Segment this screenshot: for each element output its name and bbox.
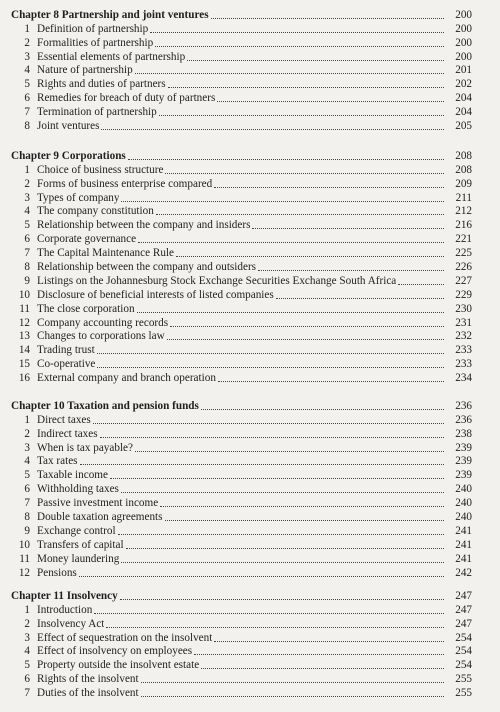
entry-number: 8: [24, 120, 30, 133]
dot-leader: [101, 127, 444, 130]
toc-entry: [0, 36, 500, 50]
dot-leader: [176, 254, 444, 257]
toc-entry: [0, 316, 500, 330]
entry-number: 7: [24, 106, 30, 119]
toc-entry: [0, 288, 500, 302]
entry-number: 6: [24, 233, 30, 246]
entry-number: 2: [24, 36, 30, 49]
entry-title: Property outside the insolvent estate: [37, 659, 200, 672]
dot-leader: [155, 44, 444, 47]
toc-entry: [0, 617, 500, 631]
chapter-title: Chapter 10 Taxation and pension funds: [11, 399, 199, 412]
entry-number: 12: [18, 316, 30, 329]
entry-title: Double taxation agreements: [37, 511, 163, 524]
toc-entry: [0, 441, 500, 455]
toc-entry: [0, 603, 500, 617]
entry-page: 226: [455, 261, 472, 274]
dot-leader: [170, 324, 444, 327]
toc-entry: [0, 371, 500, 385]
entry-number: 9: [24, 524, 30, 537]
toc-entry: [0, 119, 500, 133]
dot-leader: [94, 611, 444, 614]
entry-title: Effect of insolvency on employees: [37, 645, 193, 658]
entry-number: 11: [19, 302, 30, 315]
entry-number: 5: [24, 219, 30, 232]
entry-title: Types of company: [37, 191, 120, 204]
entry-number: 5: [24, 659, 30, 672]
entry-number: 7: [24, 497, 30, 510]
dot-leader: [217, 99, 444, 102]
entry-page: 254: [455, 659, 472, 672]
toc-entry: [0, 218, 500, 232]
entry-title: Direct taxes: [37, 413, 91, 426]
entry-number: 4: [24, 645, 30, 658]
entry-page: 240: [455, 497, 472, 510]
dot-leader: [137, 310, 444, 313]
entry-page: 254: [455, 645, 472, 658]
toc-entry: [0, 455, 500, 469]
dot-leader: [118, 532, 444, 535]
entry-title: Tax rates: [37, 455, 78, 468]
entry-page: 211: [455, 191, 472, 204]
entry-page: 216: [455, 219, 472, 232]
dot-leader: [276, 296, 444, 299]
entry-number: 7: [24, 247, 30, 260]
entry-page: 201: [455, 64, 472, 77]
dot-leader: [141, 694, 444, 697]
entry-title: External company and branch operation: [37, 372, 216, 385]
toc-entry: [0, 64, 500, 78]
entry-title: Money laundering: [37, 552, 120, 565]
dot-leader: [218, 379, 444, 382]
entry-number: 1: [24, 603, 30, 616]
chapter-heading: [0, 589, 500, 603]
entry-page: 233: [455, 344, 472, 357]
entry-page: 230: [455, 302, 472, 315]
dot-leader: [156, 212, 444, 215]
entry-number: 3: [24, 50, 30, 63]
dot-leader: [126, 546, 444, 549]
dot-leader: [106, 625, 444, 628]
entry-number: 6: [24, 483, 30, 496]
toc-entry: [0, 232, 500, 246]
toc-entry: [0, 191, 500, 205]
dot-leader: [201, 666, 444, 669]
entry-number: 12: [18, 566, 30, 579]
entry-page: 238: [455, 427, 472, 440]
entry-number: 8: [24, 261, 30, 274]
chapter-page: 200: [455, 8, 472, 21]
entry-page: 236: [455, 413, 472, 426]
entry-number: 1: [24, 22, 30, 35]
entry-number: 10: [18, 538, 30, 551]
toc-entry: [0, 22, 500, 36]
toc-entry: [0, 645, 500, 659]
toc-entry: [0, 496, 500, 510]
dot-leader: [120, 597, 444, 600]
chapter-block: [0, 399, 500, 580]
toc-entry: [0, 77, 500, 91]
entry-title: Corporate governance: [37, 233, 137, 246]
entry-title: Passive investment income: [37, 497, 159, 510]
entry-number: 4: [24, 64, 30, 77]
entry-number: 16: [18, 372, 30, 385]
chapter-page: 236: [455, 399, 472, 412]
entry-title: Nature of partnership: [37, 64, 133, 77]
entry-page: 221: [455, 233, 472, 246]
toc-entry: [0, 672, 500, 686]
dot-leader: [121, 560, 444, 563]
dot-leader: [252, 226, 444, 229]
entry-title: Transfers of capital: [37, 538, 124, 551]
chapter-heading: [0, 399, 500, 413]
entry-page: 241: [455, 552, 472, 565]
toc-entry: [0, 246, 500, 260]
dot-leader: [214, 185, 444, 188]
entry-page: 239: [455, 441, 472, 454]
chapter-title: Chapter 9 Corporations: [11, 149, 126, 162]
entry-page: 254: [455, 631, 472, 644]
entry-page: 200: [455, 50, 472, 63]
toc-entry: [0, 552, 500, 566]
entry-page: 227: [455, 274, 472, 287]
entry-title: Indirect taxes: [37, 427, 98, 440]
toc-entry: [0, 177, 500, 191]
entry-title: Definition of partnership: [37, 22, 149, 35]
dot-leader: [201, 407, 444, 410]
entry-number: 3: [24, 631, 30, 644]
toc-entry: [0, 91, 500, 105]
dot-leader: [138, 240, 444, 243]
entry-page: 240: [455, 483, 472, 496]
entry-number: 2: [24, 427, 30, 440]
toc-entry: [0, 686, 500, 700]
entry-title: Company accounting records: [37, 316, 169, 329]
toc-entry: [0, 105, 500, 119]
entry-page: 241: [455, 524, 472, 537]
entry-title: The close corporation: [37, 302, 135, 315]
toc-entry: [0, 50, 500, 64]
entry-title: Duties of the insolvent: [37, 687, 139, 700]
toc-entry: [0, 468, 500, 482]
dot-leader: [187, 58, 444, 61]
entry-page: 240: [455, 511, 472, 524]
entry-number: 2: [24, 177, 30, 190]
entry-page: 229: [455, 288, 472, 301]
dot-leader: [97, 351, 444, 354]
toc-entry: [0, 510, 500, 524]
dot-leader: [398, 282, 444, 285]
entry-number: 7: [24, 687, 30, 700]
entry-page: 204: [455, 92, 472, 105]
entry-number: 5: [24, 469, 30, 482]
dot-leader: [150, 30, 444, 33]
entry-page: 239: [455, 469, 472, 482]
entry-title: The Capital Maintenance Rule: [37, 247, 174, 260]
entry-number: 1: [24, 163, 30, 176]
entry-number: 13: [18, 330, 30, 343]
entry-title: Relationship between the company and insiders: [37, 219, 251, 232]
entry-page: 202: [455, 78, 472, 91]
entry-title: Changes to corporations law: [37, 330, 165, 343]
dot-leader: [168, 85, 444, 88]
dot-leader: [159, 113, 444, 116]
entry-number: 6: [24, 673, 30, 686]
entry-title: Taxable income: [37, 469, 108, 482]
entry-page: 255: [455, 673, 472, 686]
entry-number: 10: [18, 288, 30, 301]
dot-leader: [121, 490, 444, 493]
chapter-block: [0, 589, 500, 700]
toc-entry: [0, 538, 500, 552]
dot-leader: [93, 421, 444, 424]
entry-number: 3: [24, 191, 30, 204]
entry-title: Pensions: [37, 566, 77, 579]
entry-title: Rights of the insolvent: [37, 673, 139, 686]
entry-title: Insolvency Act: [37, 617, 105, 630]
chapter-page: 247: [455, 589, 472, 602]
dot-leader: [79, 574, 444, 577]
dot-leader: [97, 365, 444, 368]
chapter-title: Chapter 8 Partnership and joint ventures: [11, 8, 209, 21]
dot-leader: [211, 16, 444, 19]
entry-title: When is tax payable?: [37, 441, 133, 454]
toc-entry: [0, 566, 500, 580]
entry-number: 14: [18, 344, 30, 357]
entry-title: Relationship between the company and outsiders: [37, 261, 257, 274]
toc-entry: [0, 274, 500, 288]
toc-entry: [0, 302, 500, 316]
chapter-page: 208: [455, 149, 472, 162]
entry-title: The company constitution: [37, 205, 154, 218]
entry-page: 247: [455, 617, 472, 630]
dot-leader: [135, 71, 444, 74]
entry-title: Listings on the Johannesburg Stock Exchange Securities Exchange South Africa: [37, 274, 397, 287]
entry-title: Formalities of partnership: [37, 36, 154, 49]
entry-title: Joint ventures: [37, 120, 100, 133]
entry-title: Trading trust: [37, 344, 95, 357]
toc-entry: [0, 163, 500, 177]
entry-title: Exchange control: [37, 524, 116, 537]
entry-title: Essential elements of partnership: [37, 50, 186, 63]
entry-page: 200: [455, 22, 472, 35]
entry-page: 232: [455, 330, 472, 343]
entry-page: 231: [455, 316, 472, 329]
entry-page: 200: [455, 36, 472, 49]
entry-title: Forms of business enterprise compared: [37, 177, 213, 190]
toc-entry: [0, 482, 500, 496]
dot-leader: [194, 652, 444, 655]
toc-entry: [0, 524, 500, 538]
entry-title: Introduction: [37, 603, 93, 616]
entry-page: 242: [455, 566, 472, 579]
dot-leader: [167, 337, 444, 340]
toc-entry: [0, 343, 500, 357]
entry-title: Effect of sequestration on the insolvent: [37, 631, 213, 644]
toc-entry: [0, 413, 500, 427]
entry-title: Remedies for breach of duty of partners: [37, 92, 216, 105]
entry-page: 234: [455, 372, 472, 385]
entry-title: Termination of partnership: [37, 106, 157, 119]
entry-page: 209: [455, 177, 472, 190]
entry-number: 11: [19, 552, 30, 565]
chapter-heading: [0, 149, 500, 163]
entry-title: Co-operative: [37, 358, 96, 371]
entry-number: 9: [24, 274, 30, 287]
entry-page: 241: [455, 538, 472, 551]
dot-leader: [214, 639, 444, 642]
dot-leader: [80, 462, 444, 465]
dot-leader: [121, 199, 444, 202]
entry-page: 239: [455, 455, 472, 468]
toc-entry: [0, 330, 500, 344]
entry-page: 208: [455, 163, 472, 176]
toc-entry: [0, 658, 500, 672]
dot-leader: [160, 504, 444, 507]
entry-title: Withholding taxes: [37, 483, 119, 496]
entry-number: 4: [24, 205, 30, 218]
chapter-title: Chapter 11 Insolvency: [11, 589, 118, 602]
entry-page: 212: [455, 205, 472, 218]
entry-title: Rights and duties of partners: [37, 78, 166, 91]
entry-number: 4: [24, 455, 30, 468]
chapter-heading: [0, 8, 500, 22]
toc-entry: [0, 205, 500, 219]
entry-page: 255: [455, 687, 472, 700]
chapter-block: [0, 149, 500, 385]
entry-page: 204: [455, 106, 472, 119]
dot-leader: [128, 157, 444, 160]
toc-entry: [0, 427, 500, 441]
dot-leader: [135, 449, 444, 452]
entry-number: 3: [24, 441, 30, 454]
entry-title: Disclosure of beneficial interests of listed companies: [37, 288, 274, 301]
dot-leader: [165, 518, 444, 521]
entry-number: 8: [24, 511, 30, 524]
toc-entry: [0, 631, 500, 645]
dot-leader: [141, 680, 444, 683]
entry-number: 6: [24, 92, 30, 105]
entry-number: 1: [24, 413, 30, 426]
toc-entry: [0, 357, 500, 371]
entry-number: 15: [18, 358, 30, 371]
entry-title: Choice of business structure: [37, 163, 164, 176]
dot-leader: [258, 268, 444, 271]
entry-page: 205: [455, 120, 472, 133]
entry-page: 247: [455, 603, 472, 616]
dot-leader: [100, 435, 444, 438]
entry-number: 5: [24, 78, 30, 91]
dot-leader: [165, 171, 444, 174]
dot-leader: [110, 476, 444, 479]
chapter-block: [0, 8, 500, 133]
entry-page: 225: [455, 247, 472, 260]
toc-entry: [0, 260, 500, 274]
entry-number: 2: [24, 617, 30, 630]
entry-page: 233: [455, 358, 472, 371]
